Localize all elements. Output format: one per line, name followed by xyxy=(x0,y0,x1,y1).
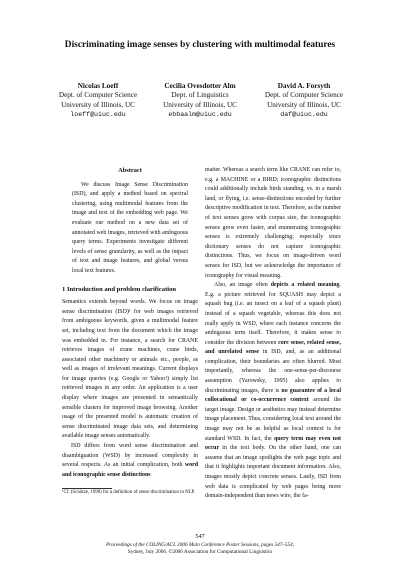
author-email: daf@uiuc.edu xyxy=(280,111,328,119)
author-block-3 xyxy=(244,82,364,120)
footer-line-2: Sydney, July 2006. ©2006 Association for Computational Linguistics xyxy=(127,549,273,555)
footer-line-1: Proceedings of the COLING/ACL 2006 Main Conference Poster Sessions, pages 547–554, xyxy=(106,542,294,548)
author-name: David A. Forsyth xyxy=(277,82,331,90)
right-paragraph-2: Also, an image often depicts a related meaning. E.g. a picture retrieved for SQUASH may depict a squash bug (i.e. an insect on a leaf of a squash plant) instead of a squash vegetable, whereas this does not really apply in WSD, where each instance concerns the ambiguous term itself. Therefore, it makes sense to consider the division between core sense, related sense, and unrelated sense in ISD, and, as an additional complication, their boundaries are often blurred. Most importantly, whereas the one-sense-per-discourse assumption (Yarowsky, 1995) also applies to discriminating images, there is no guarantee of a local collocational or co-occurrence context around the target image. Design or aesthetics may instead determine image placement. Thus, considering local text around the image may not be as helpful as local context is for standard WSD. In fact, the query term may even not occur in the text body. On the other hand, one can assume that an image spotlights the web page topic and that it highlights important document information. Also, images mostly depict concrete senses. Lastly, ISD from web data is complicated by web pages being more domain-independent than news wire, the fa- xyxy=(205,282,342,500)
author-dept: Dept. of Computer Science xyxy=(264,91,344,100)
author-name: Cecilia Ovesdotter Alm xyxy=(164,82,236,90)
left-column xyxy=(62,166,198,496)
page-number: 547 xyxy=(195,533,205,540)
right-paragraph-1: matter. Whereas a search term like CRANE can refer to, e.g. a MACHINE or a BIRD; iconographic distinctions could additionally include birds standing, vs. in a marsh land, or flying, i.e. sense-distinctions encoded by further descriptive modification in text. Therefore, as the number of text senses grow with corpus size, the iconographic senses grow even faster, and enumerating iconographic senses is extremely challenging; especially since dictionary senses do not capture iconographic distinctions. Thus, we focus on image-driven word senses for ISD, but we acknowledge the importance of iconography for visual meaning. xyxy=(205,167,341,279)
right-column xyxy=(205,166,341,502)
section-heading: 1 Introduction and problem clarification xyxy=(62,285,177,293)
author-block-2 xyxy=(140,82,260,120)
author-email: ebbaalm@uiuc.edu xyxy=(168,111,232,119)
author-dept: Dept. of Linguistics xyxy=(171,91,229,100)
author-univ: University of Illinois, UC xyxy=(163,100,237,109)
author-email: loeff@uiuc.edu xyxy=(70,111,126,119)
author-dept: Dept. of Computer Science xyxy=(58,91,138,100)
footnote: ¹Cf. (Schütze, 1998) for a definition of sense discrimination in NLP. xyxy=(62,490,196,496)
author-name: Nicolas Loeff xyxy=(77,82,119,90)
paper-title: Discriminating image senses by clustering with multimodal features xyxy=(64,40,336,50)
author-univ: University of Illinois, UC xyxy=(61,100,135,109)
intro-paragraph-1: Semantics extends beyond words. We focus on image sense discrimination (ISD)¹ for web images retrieved from ambiguous keywords, given a multimodal feature set, including text from the document which the image was embedded in. For instance, a search for CRANE retrieves images of crane machines, crane birds, associated other machinery or animals etc., people, as well as images of irrelevant meanings. Current displays for image queries (e.g. Google or Yahoo!) simply list retrieved images in any order. An application is a user display where images are presented in semantically sensible clusters for improved image browsing. Another usage of the presented model is automatic creation of sense discriminated image data sets, and determining available image senses automatically. xyxy=(62,299,198,440)
abstract-heading: Abstract xyxy=(118,167,142,174)
author-univ: University of Illinois, UC xyxy=(267,100,341,109)
proceedings-footer xyxy=(0,542,400,556)
intro-paragraph-2: ISD differs from word sense discrimination and disambiguation (WSD) by increased complexity in several respects. As an initial complication, both word and iconographic sense distinctions xyxy=(62,443,198,478)
abstract-text: We discuss Image Sense Discrimination (ISD), and apply a method based on spectral clustering, using multimodal features from the image and text of the embedding web page. We evaluate our method on a new data set of annotated web images, retrieved with ambiguous query terms. Experiments investigate different levels of sense granularity, as well as the impact of text and image features, and global versus local text features. xyxy=(72,181,188,274)
